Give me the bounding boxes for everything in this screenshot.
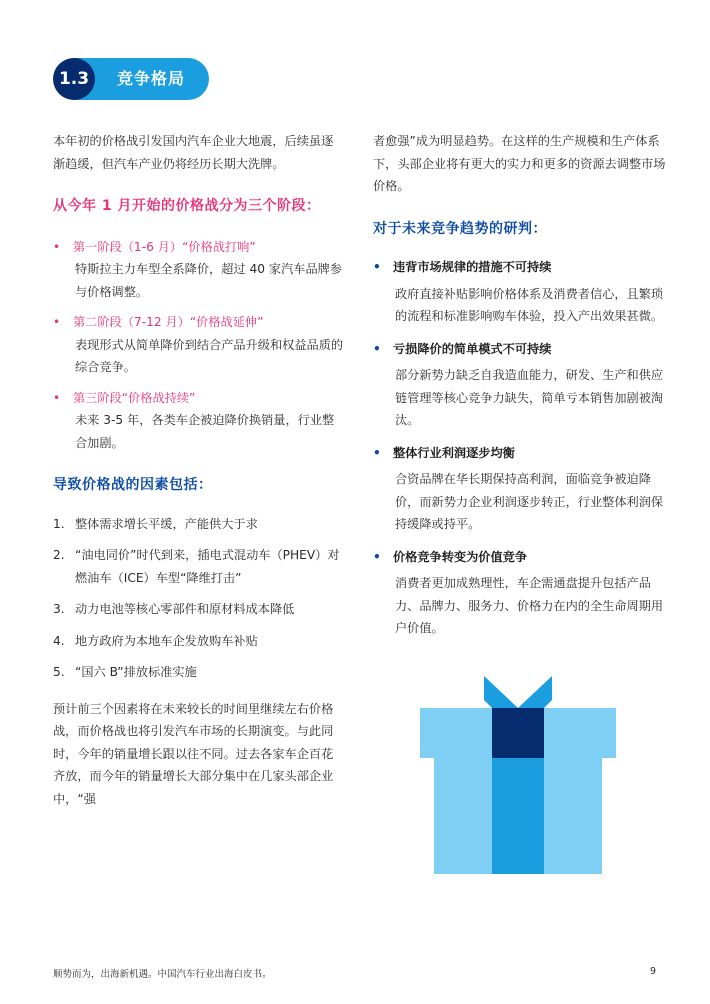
trend-item xyxy=(373,546,673,640)
list-number: 5. xyxy=(53,665,65,679)
trend-description: 政府直接补贴影响价格体系及消费者信心，且繁琐的流程和标准影响购车体验，投入产出效果甚微。 xyxy=(395,286,664,323)
section-number-badge: 1.3 xyxy=(53,58,95,100)
trend-description: 消费者更加成熟理性，车企需通盘提升包括产品力、品牌力、服务力、价格力在内的全生命周期用户价值。 xyxy=(395,576,664,635)
trend-name: 违背市场规律的措施不可持续 xyxy=(393,260,552,274)
gift-ribbon xyxy=(492,758,544,874)
stage-description: 未来 3-5 年，各类车企被迫降价换销量，行业整合加剧。 xyxy=(75,413,335,450)
trend-name: 整体行业利润逐步均衡 xyxy=(393,445,515,460)
page-number: 9 xyxy=(650,966,657,977)
stage-item xyxy=(53,387,345,455)
section-header xyxy=(53,58,209,100)
intro-paragraph: 本年初的价格战引发国内汽车企业大地震，后续虽逐渐趋缓，但汽车产业仍将经历长期大洗牌。 xyxy=(53,134,334,171)
bullet-icon: • xyxy=(53,390,61,405)
factors-list xyxy=(53,513,345,684)
list-item xyxy=(53,630,345,653)
gift-body-right xyxy=(544,758,602,874)
gift-lid-right xyxy=(544,708,616,758)
bullet-icon: • xyxy=(53,239,61,254)
list-text: 整体需求增长平缓，产能供大于求 xyxy=(75,516,258,531)
trend-name: 价格竞争转变为价值竞争 xyxy=(393,549,528,564)
trend-description: 部分新势力缺乏自我造血能力，研发、生产和供应链管理等核心竞争力缺失，简单亏本销售加剧被淘汰。 xyxy=(395,368,664,427)
list-item xyxy=(53,513,345,536)
gift-box-illustration-icon xyxy=(420,676,616,874)
list-number: 3. xyxy=(53,602,65,616)
list-number: 1. xyxy=(53,516,65,531)
list-text: “油电同价”时代到来，插电式混动车（PHEV）对燃油车（ICE）车型“降维打击” xyxy=(75,548,340,585)
bullet-icon: • xyxy=(373,341,381,356)
stage-name: 第一阶段（1-6 月）“价格战打响” xyxy=(73,239,256,254)
stage-item xyxy=(53,236,345,304)
right-column xyxy=(373,130,673,650)
list-item xyxy=(53,544,345,589)
gift-bow-left xyxy=(484,676,518,708)
list-text: “国六 B”排放标准实施 xyxy=(75,665,197,679)
gift-lid-left xyxy=(420,708,492,758)
list-item xyxy=(53,661,345,684)
gift-lid-center xyxy=(492,708,544,758)
factors-heading: 导致价格战的因素包括： xyxy=(53,477,213,493)
left-column xyxy=(53,130,345,810)
trend-item xyxy=(373,338,673,432)
stages-heading: 从今年 1 月开始的价格战分为三个阶段： xyxy=(53,198,321,214)
trend-description: 合资品牌在华长期保持高利润，面临竞争被迫降价，而新势力企业利润逐步转正，行业整体利润保持缓降或持平。 xyxy=(395,472,664,531)
continuation-paragraph: 者愈强”成为明显趋势。在这样的生产规模和生产体系下，头部企业将有更大的实力和更多的资源去调整市场价格。 xyxy=(373,134,666,193)
stage-name: 第三阶段“价格战持续” xyxy=(73,390,196,405)
bullet-icon: • xyxy=(373,549,381,564)
list-text: 动力电池等核心零部件和原材料成本降低 xyxy=(75,602,295,616)
bullet-icon: • xyxy=(53,315,61,329)
trend-name: 亏损降价的简单模式不可持续 xyxy=(393,341,552,356)
trend-item xyxy=(373,256,673,328)
list-item xyxy=(53,598,345,621)
closing-paragraph: 预计前三个因素将在未来较长的时间里继续左右价格战，而价格战也将引发汽车市场的长期演变。与此同时，今年的销量增长跟以往不同。过去各家车企百花齐放，而今年的销量增长大部分集中在几家头部企业中，“强 xyxy=(53,701,334,806)
stage-description: 特斯拉主力车型全系降价，超过 40 家汽车品牌参与价格调整。 xyxy=(75,262,343,299)
stage-name: 第二阶段（7-12 月）“价格战延伸” xyxy=(73,315,264,329)
gift-bow-right xyxy=(518,676,552,708)
list-number: 4. xyxy=(53,633,65,648)
footer-text: 顺势而为，出海新机遇。中国汽车行业出海白皮书。 xyxy=(53,969,272,980)
list-number: 2. xyxy=(53,548,65,562)
gift-body-left xyxy=(434,758,492,874)
bullet-icon: • xyxy=(373,445,381,460)
stage-item xyxy=(53,311,345,379)
section-title: 竞争格局 xyxy=(117,69,186,88)
trends-heading: 对于未来竞争趋势的研判： xyxy=(373,220,547,237)
bullet-icon: • xyxy=(373,260,381,274)
stage-description: 表现形式从简单降价到结合产品升级和权益品质的综合竞争。 xyxy=(75,337,344,374)
trend-item xyxy=(373,442,673,536)
list-text: 地方政府为本地车企发放购车补贴 xyxy=(75,633,258,648)
